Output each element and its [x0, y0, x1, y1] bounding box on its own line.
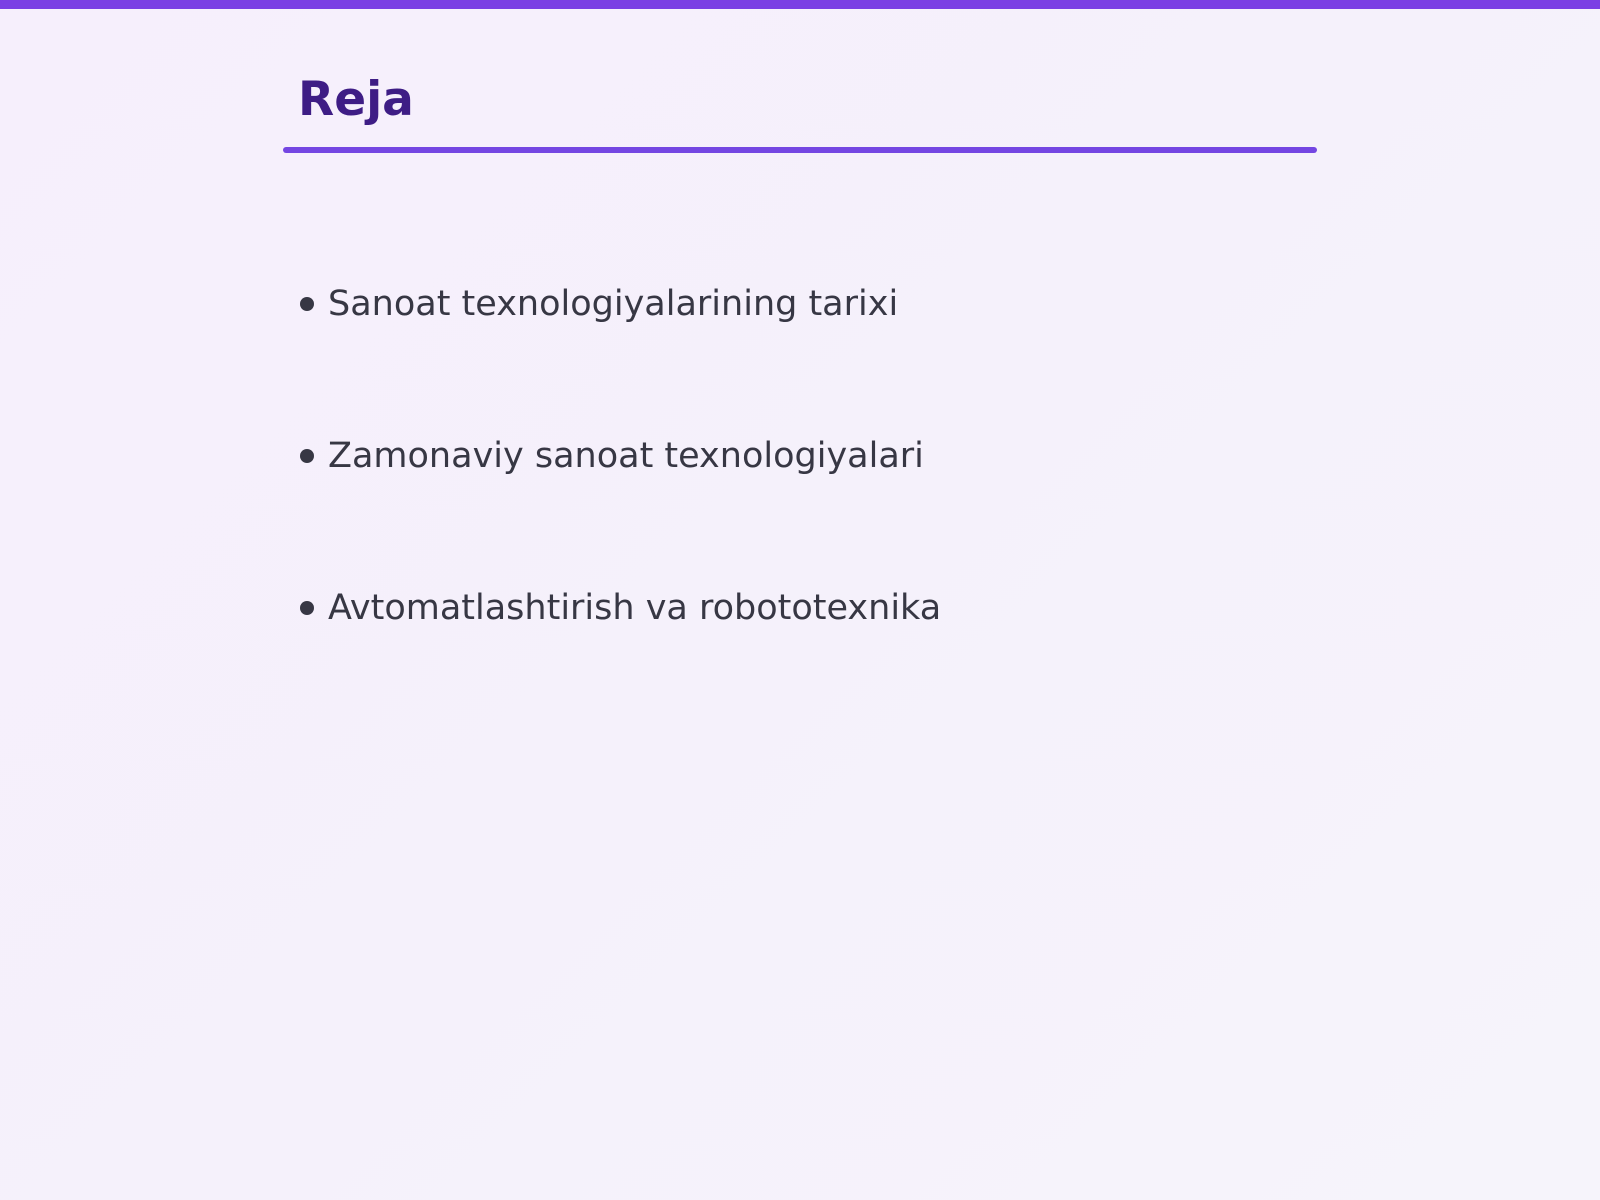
title-underline	[283, 147, 1317, 153]
top-accent-bar	[0, 0, 1600, 9]
bullet-dot-icon	[300, 601, 314, 615]
bullet-item	[300, 428, 941, 484]
bullet-text: Zamonaviy sanoat texnologiyalari	[328, 436, 924, 476]
bullet-item	[300, 580, 941, 636]
bullet-dot-icon	[300, 449, 314, 463]
bullet-dot-icon	[300, 297, 314, 311]
bullet-list	[300, 276, 941, 732]
bullet-text: Avtomatlashtirish va robototexnika	[328, 588, 942, 628]
slide-title: Reja	[298, 72, 414, 127]
bullet-text: Sanoat texnologiyalarining tarixi	[328, 284, 899, 324]
bullet-item	[300, 276, 941, 332]
